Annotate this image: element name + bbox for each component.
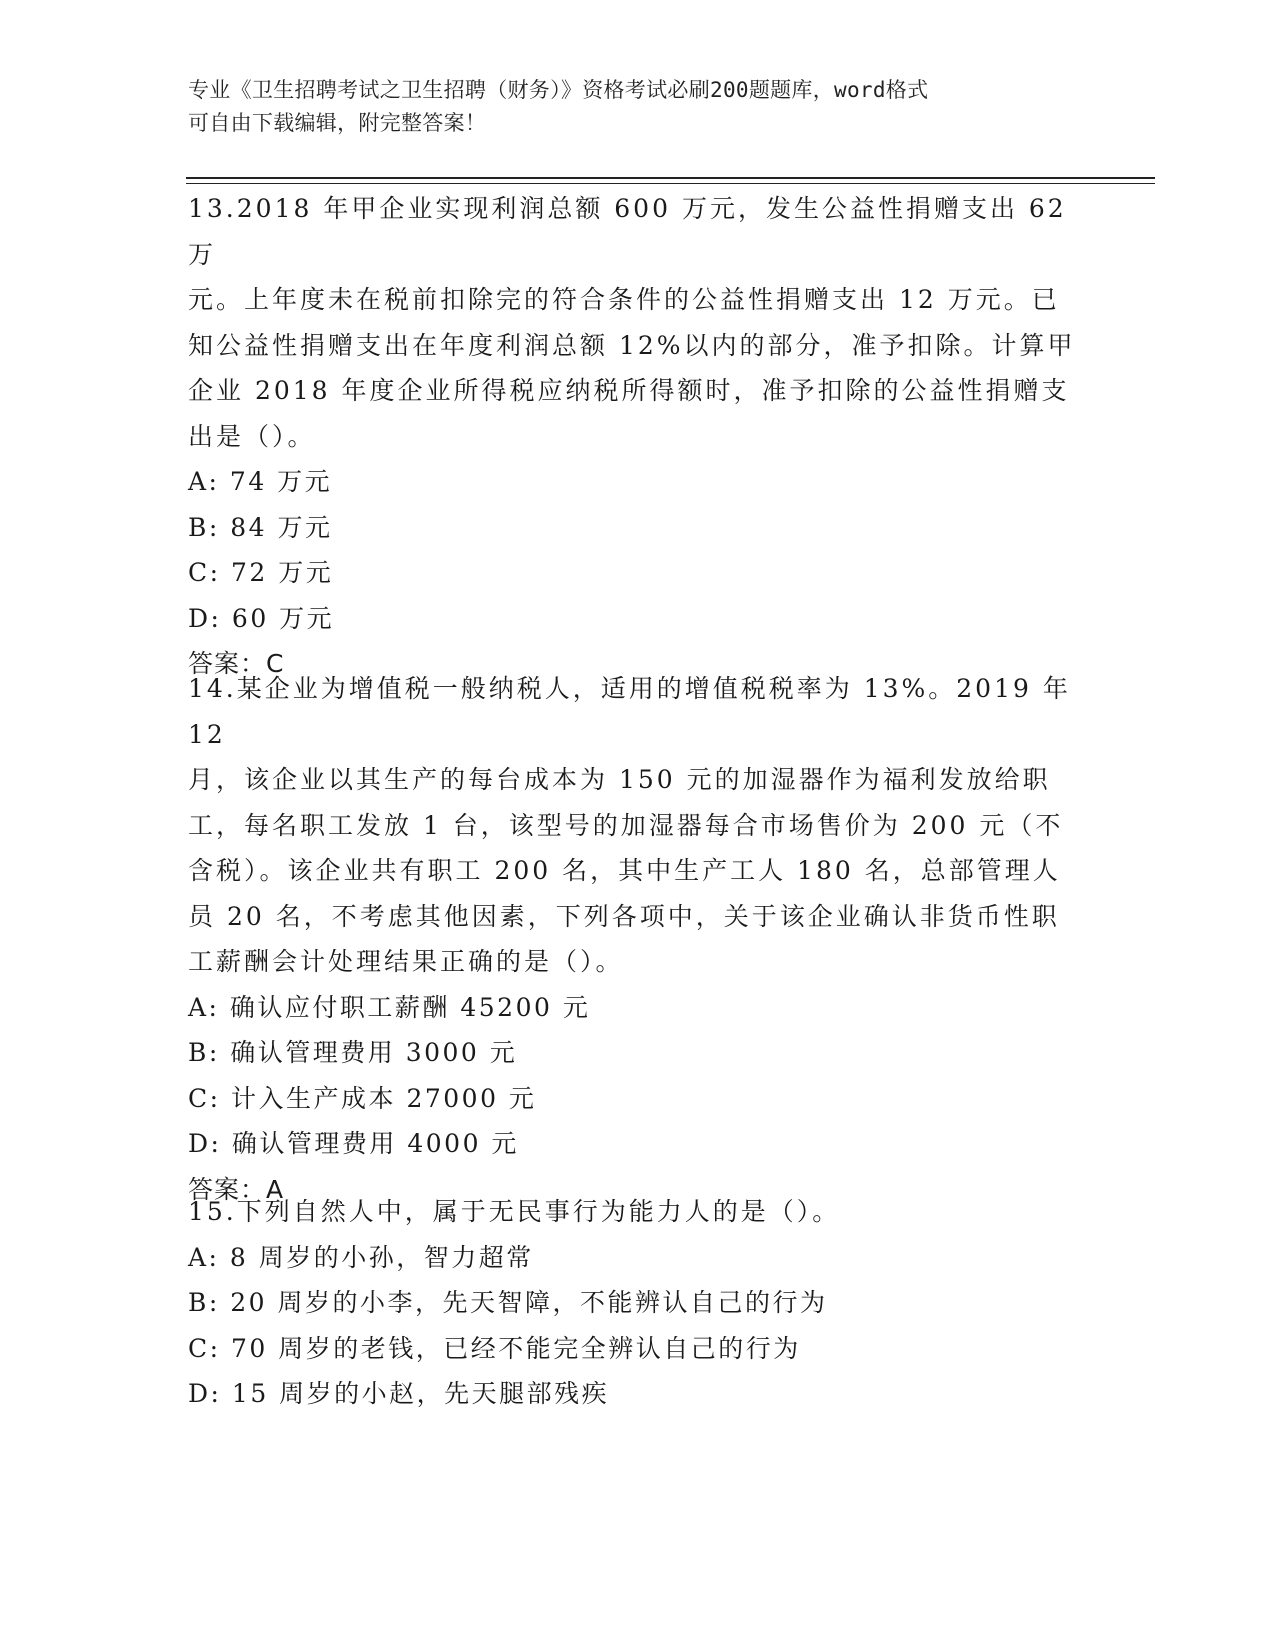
- question-stem: [188, 186, 1088, 459]
- option-c: C: 计入生产成本 27000 元: [188, 1083, 537, 1113]
- question-13: [188, 186, 1088, 687]
- stem-line: 知公益性捐赠支出在年度利润总额 12%以内的部分，准予扣除。计算甲: [188, 330, 1076, 360]
- answer-value: A: [266, 1174, 285, 1204]
- answer-value: C: [266, 649, 285, 678]
- stem-line: 工，每名职工发放 1 台，该型号的加湿器每合市场售价为 200 元（不: [188, 810, 1064, 840]
- header-line-2: 可自由下载编辑，附完整答案！: [188, 111, 487, 135]
- question-stem: [188, 1189, 1088, 1235]
- header-divider-thick: [186, 177, 1155, 179]
- option-d: D: 15 周岁的小赵，先天腿部残疾: [188, 1379, 610, 1408]
- header-divider-thin: [186, 183, 1155, 184]
- stem-line: 工薪酬会计处理结果正确的是（）。: [188, 947, 624, 976]
- stem-line: 14.某企业为增值税一般纳税人，适用的增值税税率为 13%。2019 年 12: [188, 674, 1071, 749]
- stem-line: 员 20 名，不考虑其他因素，下列各项中，关于该企业确认非货币性职: [188, 901, 1060, 931]
- question-15: [188, 1189, 1088, 1417]
- stem-line: 出是（）。: [188, 421, 316, 451]
- stem-line: 月，该企业以其生产的每台成本为 150 元的加湿器作为福利发放给职: [188, 765, 1051, 794]
- option-b: B: 84 万元: [188, 512, 333, 542]
- option-b: B: 20 周岁的小李，先天智障，不能辨认自己的行为: [188, 1288, 828, 1317]
- option-a: A: 74 万元: [188, 467, 333, 496]
- document-header: [188, 74, 1088, 140]
- option-a: A: 8 周岁的小孙，智力超常: [188, 1242, 534, 1272]
- stem-line: 含税）。该企业共有职工 200 名，其中生产工人 180 名，总部管理人: [188, 856, 1061, 885]
- stem-line: 13.2018 年甲企业实现利润总额 600 万元，发生公益性捐赠支出 62 万: [188, 194, 1067, 269]
- header-line-1: 专业《卫生招聘考试之卫生招聘（财务）》资格考试必刷200题题库，word格式: [188, 78, 929, 102]
- option-d: D: 确认管理费用 4000 元: [188, 1129, 519, 1158]
- question-14: [188, 666, 1088, 1212]
- question-stem: [188, 666, 1088, 985]
- option-c: C: 70 周岁的老钱，已经不能完全辨认自己的行为: [188, 1333, 801, 1363]
- answer-label: 答案：: [188, 649, 267, 678]
- stem-line: 15.下列自然人中，属于无民事行为能力人的是（）。: [188, 1197, 841, 1226]
- option-c: C: 72 万元: [188, 558, 334, 587]
- option-b: B: 确认管理费用 3000 元: [188, 1038, 518, 1067]
- answer-label: 答案：: [188, 1174, 267, 1204]
- stem-line: 元。上年度未在税前扣除完的符合条件的公益性捐赠支出 12 万元。已: [188, 285, 1060, 314]
- option-a: A: 确认应付职工薪酬 45200 元: [188, 992, 591, 1022]
- stem-line: 企业 2018 年度企业所得税应纳税所得额时，准予扣除的公益性捐赠支: [188, 376, 1070, 405]
- option-d: D: 60 万元: [188, 603, 335, 633]
